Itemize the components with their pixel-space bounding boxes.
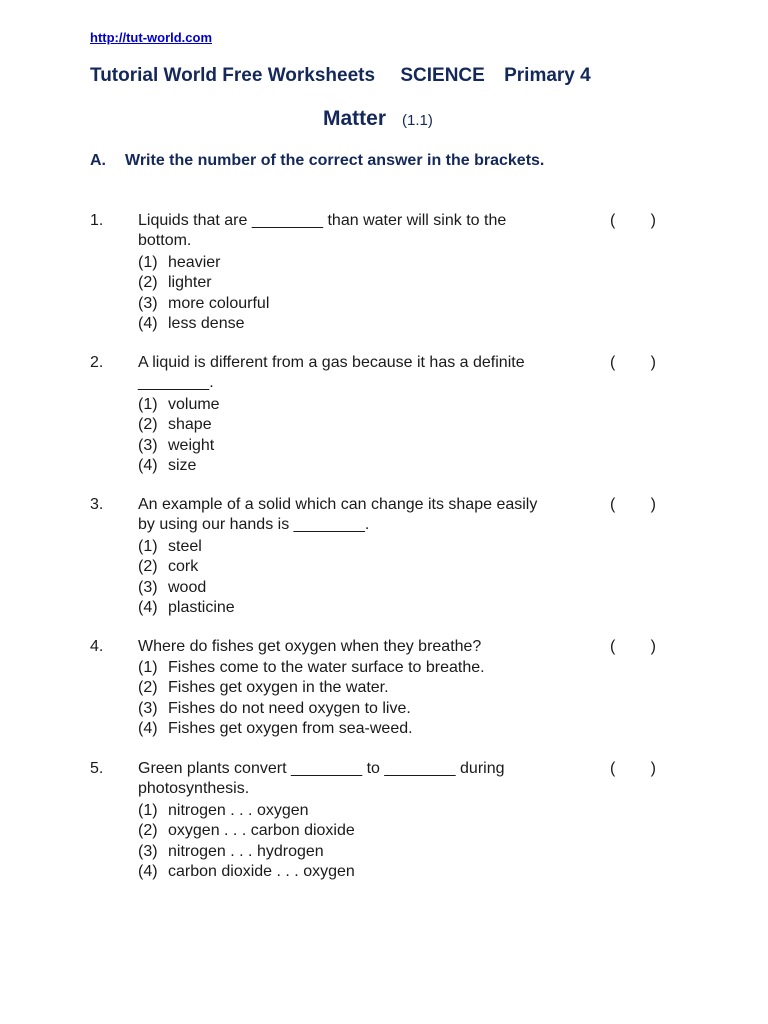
option-item: (2) cork: [138, 558, 199, 576]
topic-heading: [323, 107, 433, 131]
option-item: (1) Fishes come to the water surface to breathe.: [138, 659, 485, 676]
question-text: Green plants convert ________ to ________ during photosynthesis.: [138, 760, 505, 797]
answer-bracket[interactable]: ( ): [610, 496, 656, 513]
question-number: 2.: [90, 354, 104, 371]
question-text: Liquids that are ________ than water will sink to the bottom.: [138, 212, 507, 249]
option-item: (2) Fishes get oxygen in the water.: [138, 679, 389, 697]
option-item: (1) steel: [138, 538, 202, 555]
answer-bracket[interactable]: ( ): [610, 760, 656, 777]
section-text: Write the number of the correct answer in the brackets.: [125, 152, 545, 169]
option-item: (4) less dense: [138, 314, 245, 332]
answer-bracket[interactable]: ( ): [610, 354, 656, 371]
level-label: Primary 4: [504, 65, 591, 86]
worksheet-title: Tutorial World Free Worksheets: [90, 65, 376, 86]
option-list: [138, 253, 269, 334]
option-item: (4) plasticine: [138, 598, 235, 616]
answer-bracket[interactable]: ( ): [610, 638, 656, 655]
option-item: (2) shape: [138, 416, 212, 434]
question-number: 1.: [90, 212, 104, 229]
option-list: [138, 801, 355, 882]
question-text: An example of a solid which can change its shape easily by using our hands is ________.: [138, 496, 538, 533]
section-instruction: [90, 152, 544, 170]
option-item: (3) weight: [138, 436, 215, 454]
subject-label: SCIENCE: [400, 65, 485, 86]
question-number: 3.: [90, 496, 104, 513]
option-item: (3) nitrogen . . . hydrogen: [138, 842, 324, 860]
worksheet-header: [90, 65, 591, 87]
option-list: [138, 395, 220, 476]
topic-title: Matter: [323, 107, 387, 130]
option-list: [138, 537, 235, 618]
question-number: 4.: [90, 638, 104, 655]
topic-code: (1.1): [402, 112, 433, 129]
option-item: (2) lighter: [138, 274, 212, 292]
option-item: (3) more colourful: [138, 294, 270, 312]
question-text: A liquid is different from a gas because it has a definite ________.: [138, 354, 525, 391]
option-item: (1) nitrogen . . . oxygen: [138, 802, 309, 819]
option-item: (1) volume: [138, 396, 220, 413]
option-item: (1) heavier: [138, 254, 221, 271]
option-item: (2) oxygen . . . carbon dioxide: [138, 822, 355, 840]
option-item: (4) carbon dioxide . . . oxygen: [138, 862, 355, 880]
question-text: Where do fishes get oxygen when they breathe?: [138, 638, 482, 655]
option-item: (4) Fishes get oxygen from sea-weed.: [138, 719, 413, 737]
option-item: (3) Fishes do not need oxygen to live.: [138, 699, 411, 717]
website-link[interactable]: http://tut-world.com: [90, 30, 213, 45]
option-item: (4) size: [138, 456, 197, 474]
option-item: (3) wood: [138, 578, 207, 596]
question-number: 5.: [90, 760, 104, 777]
answer-bracket[interactable]: ( ): [610, 212, 656, 229]
option-list: [138, 658, 485, 739]
section-letter: A.: [90, 152, 106, 169]
